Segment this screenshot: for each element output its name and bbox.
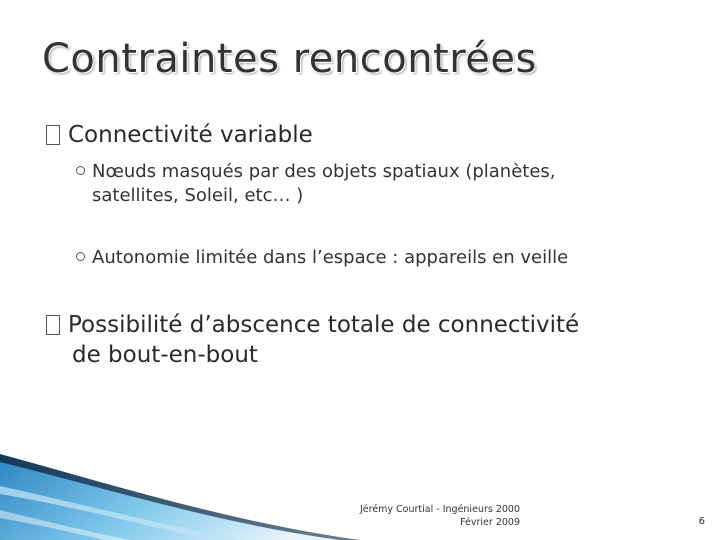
sub-bullet-hidden-nodes xyxy=(76,160,696,208)
ring-bullet-icon xyxy=(76,252,85,261)
decorative-swoosh xyxy=(0,440,380,540)
sub-bullet-line: Nœuds masqués par des objets spatiaux (planètes, xyxy=(92,161,556,182)
bullet-text: Possibilité d’abscence totale de connectivité xyxy=(68,312,580,338)
bullet-text: de bout-en-bout xyxy=(72,342,258,368)
footer-author xyxy=(340,503,520,529)
bullet-no-connectivity xyxy=(46,310,579,370)
bullet-text: Connectivité variable xyxy=(68,122,313,148)
bullet-connectivity xyxy=(46,120,313,150)
author-line: Jérémy Courtial - Ingénieurs 2000 xyxy=(359,504,520,515)
sub-bullet-line: Autonomie limitée dans l’espace : appareils en veille xyxy=(92,247,569,268)
square-bullet-icon xyxy=(46,125,60,145)
ring-bullet-icon xyxy=(76,166,85,175)
sub-bullet-autonomy xyxy=(76,246,696,270)
page-number: 6 xyxy=(698,516,705,527)
sub-bullet-line: satellites, Soleil, etc… ) xyxy=(92,185,304,206)
date-line: Février 2009 xyxy=(460,517,520,528)
slide-title: Contraintes rencontrées xyxy=(42,36,537,82)
square-bullet-icon xyxy=(46,315,60,335)
